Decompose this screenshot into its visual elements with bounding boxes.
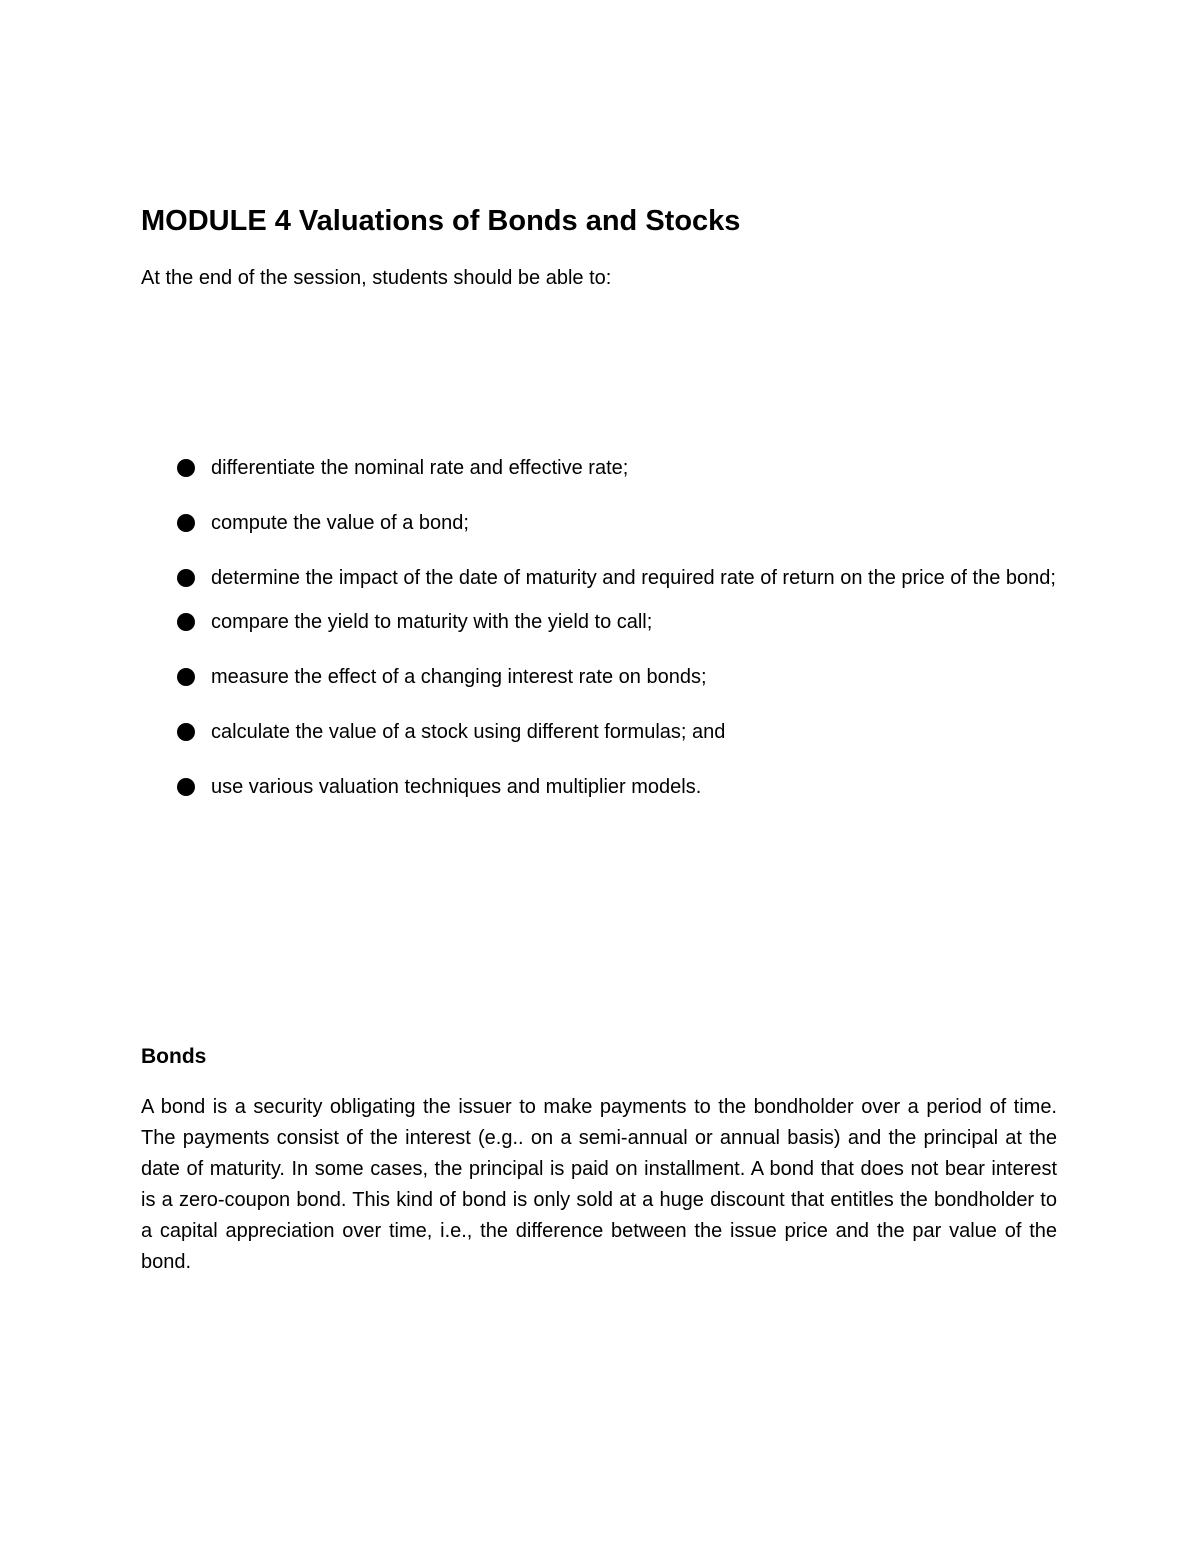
bullet-icon [177,723,195,741]
objective-text: compare the yield to maturity with the yield to call; [211,611,653,633]
bullet-icon [177,668,195,686]
bullet-icon [177,778,195,796]
learning-objectives-list [176,449,1058,823]
learning-objectives-intro: At the end of the session, students should be able to: [141,267,612,289]
list-item [176,603,1058,642]
list-item [176,713,1058,752]
bonds-heading: Bonds [141,1045,207,1068]
objective-text: determine the impact of the date of maturity and required rate of return on the price of the bond; [211,567,1056,589]
list-item [176,559,1058,598]
bullet-icon [177,613,195,631]
objective-text: use various valuation techniques and multiplier models. [211,776,702,798]
list-item [176,768,1058,807]
list-item [176,658,1058,697]
objective-text: differentiate the nominal rate and effective rate; [211,457,629,479]
module-title: MODULE 4 Valuations of Bonds and Stocks [141,205,741,237]
bullet-icon [177,569,195,587]
bullet-icon [177,459,195,477]
objective-text: compute the value of a bond; [211,512,469,534]
list-item [176,504,1058,543]
list-item [176,449,1058,488]
objective-text: calculate the value of a stock using different formulas; and [211,721,726,743]
objective-text: measure the effect of a changing interest rate on bonds; [211,666,707,688]
bonds-paragraph: A bond is a security obligating the issuer to make payments to the bondholder over a period of time. The payments consist of the interest (e.g.. on a semi-annual or annual basis) and the principal at the date of maturity. In some cases, the principal is paid on installment. A bond that does not bear interest is a zero-coupon bond. This kind of bond is only sold at a huge discount that entitles the bondholder to a capital appreciation over time, i.e., the difference between the issue price and the par value of the bond. [141,1096,1057,1273]
bullet-icon [177,514,195,532]
